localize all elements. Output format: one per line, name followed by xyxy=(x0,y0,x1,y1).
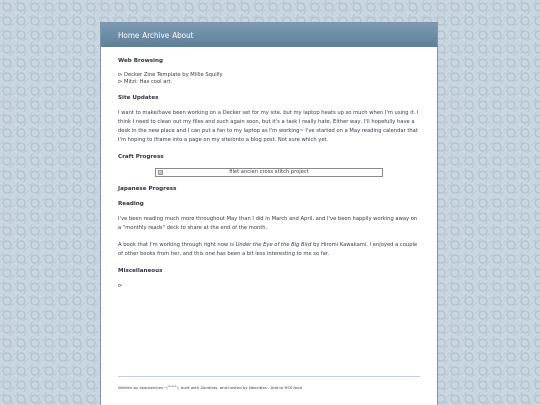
miscellaneous-heading: Miscellaneous xyxy=(118,268,163,274)
reading-p2-before: A book that I'm working through right now is xyxy=(118,242,236,248)
broken-image-icon xyxy=(158,170,163,175)
reading-heading: Reading xyxy=(118,201,144,207)
nav-home-link[interactable]: Home xyxy=(118,30,140,40)
craft-image-placeholder xyxy=(155,168,383,177)
footer-built-with: , built with xyxy=(178,385,201,390)
japanese-progress-heading: Japanese Progress xyxy=(118,186,177,192)
footer-author: kkamatches xyxy=(139,385,164,390)
footer-emoticon: ~(꒪꒳꒪) xyxy=(163,385,179,390)
reading-paragraph-2 xyxy=(118,241,420,259)
triangle-right-icon: ⊳ xyxy=(118,283,123,289)
zonelets-link[interactable]: Zonelets xyxy=(200,385,218,390)
link-row xyxy=(118,72,420,79)
main-content xyxy=(101,47,437,291)
site-footer xyxy=(118,376,420,391)
triangle-right-icon: ⊳ xyxy=(118,79,123,85)
reading-p2-after: by Hiromi Kawakami. I enjoyed a couple of other books from her, and this one has been a bit less interesting to me so far. xyxy=(118,242,418,257)
site-updates-text: I want to make/have been working on a Decker set for my site, but my laptop heats up so much when I'm using it. I think I need to clean out my files and such again soon, but it's a task I really hate. Either way, I'll hopefully have a desk in the new place and I can put a fan to my laptop as I'm working~ I've started on a May reading calendar that I'm hoping to iframe into a page on my site/onto a blog post. Not sure which yet. xyxy=(118,110,419,143)
page-container xyxy=(100,22,438,405)
footer-separator: - xyxy=(266,385,271,390)
nav-archive-link[interactable]: Archive xyxy=(142,30,170,40)
site-header xyxy=(101,23,437,47)
triangle-right-icon: ⊳ xyxy=(118,72,123,78)
decker-zine-link[interactable]: Decker Zine Template by Millie Squilly xyxy=(124,72,223,78)
reading-paragraph-1: I've been reading much more throughout May than I did in March and April, and I've been happily working away on a "monthly reads" deck to share at the end of the month. xyxy=(118,216,418,231)
book-title: Under the Eye of the Big Bird xyxy=(235,242,312,248)
miscellaneous-item xyxy=(118,282,420,291)
site-updates-heading: Site Updates xyxy=(118,95,159,101)
footer-hosted-by: , and hosted by xyxy=(217,385,249,390)
nav-about-link[interactable]: About xyxy=(172,30,194,40)
neocities-link[interactable]: Neocities xyxy=(248,385,267,390)
web-browsing-heading: Web Browsing xyxy=(118,58,163,64)
footer-written-by: Written by xyxy=(118,385,140,390)
craft-image-alt: filet ancien cross stitch project xyxy=(229,169,309,175)
rss-feed-link[interactable]: Add to RSS feed xyxy=(270,385,303,390)
craft-progress-heading: Craft Progress xyxy=(118,154,164,160)
mitzi-link[interactable]: Mitzi: Has cool art. xyxy=(124,79,173,85)
web-browsing-links xyxy=(118,72,420,86)
link-row xyxy=(118,79,420,86)
